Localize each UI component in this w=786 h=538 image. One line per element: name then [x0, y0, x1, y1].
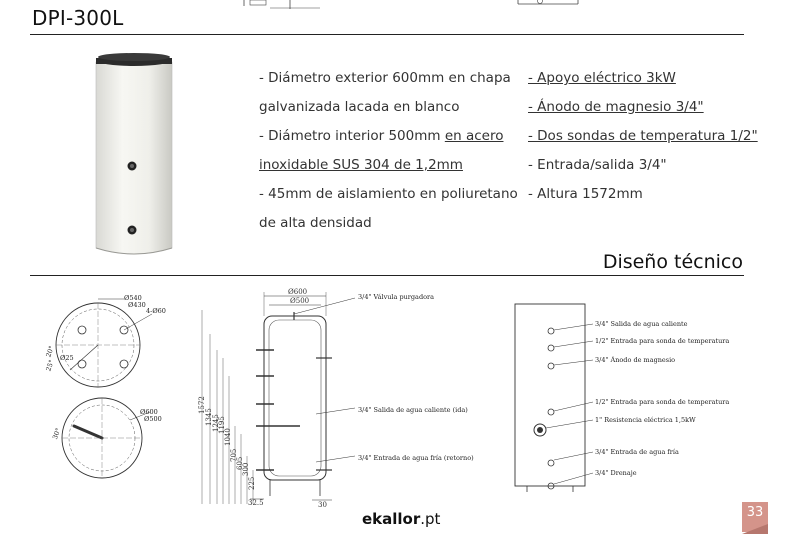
spec-line: inoxidable SUS 304 de 1,2mm: [259, 157, 463, 173]
brand-footer: ekallor.pt: [362, 510, 441, 528]
callout-label: 1/2" Entrada para sonda de temperatura: [595, 337, 730, 345]
spec-line: - Dos sondas de temperatura 1/2": [528, 128, 758, 144]
spec-line: de alta densidad: [259, 215, 372, 231]
page-number-badge: 33: [742, 502, 768, 532]
height-label: 1345: [205, 408, 213, 426]
specs-right-list: [528, 64, 778, 209]
dim-label: 30: [318, 501, 327, 509]
dim-label: Ø540: [124, 294, 142, 302]
callout-label: 3/4" Drenaje: [595, 469, 637, 477]
dim-label: 25°: [44, 358, 56, 373]
height-label: 300: [242, 462, 250, 476]
title-rule: [30, 34, 744, 35]
spec-line: - Diámetro interior 500mm en acero: [259, 128, 504, 144]
callout-label: 3/4" Válvula purgadora: [358, 293, 434, 301]
dim-label: Ø500: [144, 415, 162, 423]
callout-label: 3/4" Salida de agua caliente: [595, 320, 688, 328]
dim-label: Ø600: [140, 408, 158, 416]
front-view-drawing: [505, 300, 750, 500]
height-label: 705: [230, 448, 238, 462]
dim-label: 4-Ø60: [146, 307, 166, 315]
spec-line: galvanizada lacada en blanco: [259, 99, 460, 115]
dim-label: Ø25: [60, 354, 74, 362]
callout-label: 1/2" Entrada para sonda de temperatura: [595, 398, 730, 406]
section-rule: [30, 275, 744, 276]
spec-line: - Ánodo de magnesio 3/4": [528, 99, 704, 115]
spec-line: - 45mm de aislamiento en poliuretano: [259, 186, 518, 202]
callout-label: 1" Resistencia eléctrica 1,5kW: [595, 416, 696, 424]
specs-left-list: [259, 64, 519, 238]
spec-line: - Apoyo eléctrico 3kW: [528, 70, 676, 86]
section-heading: Diseño técnico: [602, 251, 743, 273]
spec-line: - Entrada/salida 3/4": [528, 157, 667, 173]
spec-line: - Altura 1572mm: [528, 186, 643, 202]
dim-label: 32.5: [248, 499, 264, 507]
height-label: 1572: [198, 396, 206, 414]
height-label: 605: [236, 456, 244, 470]
height-label: 1195: [218, 416, 226, 434]
callout-label: 3/4" Ánodo de magnesio: [595, 356, 676, 364]
callout-label: 3/4" Salida de agua caliente (ida): [358, 406, 468, 414]
water-heater-photo: [92, 48, 176, 262]
dim-label: Ø500: [290, 297, 310, 305]
height-label: 1040: [224, 428, 232, 446]
callout-label: 3/4" Entrada de agua fría (retorno): [358, 454, 474, 462]
height-label: 225: [248, 476, 256, 490]
page-title: DPI-300L: [32, 6, 124, 30]
section-view-drawing: [190, 286, 490, 511]
dim-label: Ø430: [128, 301, 146, 309]
dim-label: Ø600: [288, 288, 308, 296]
spec-line: - Diámetro exterior 600mm en chapa: [259, 70, 511, 86]
dim-label: 20°: [44, 344, 56, 359]
dim-label: 30°: [50, 426, 63, 441]
page-badge-fold: [742, 524, 768, 534]
callout-label: 3/4" Entrada de agua fría: [595, 448, 679, 456]
top-view-drawing: [40, 290, 180, 490]
cropped-drawing-fragment: [230, 0, 590, 12]
height-label: 1245: [212, 414, 220, 432]
